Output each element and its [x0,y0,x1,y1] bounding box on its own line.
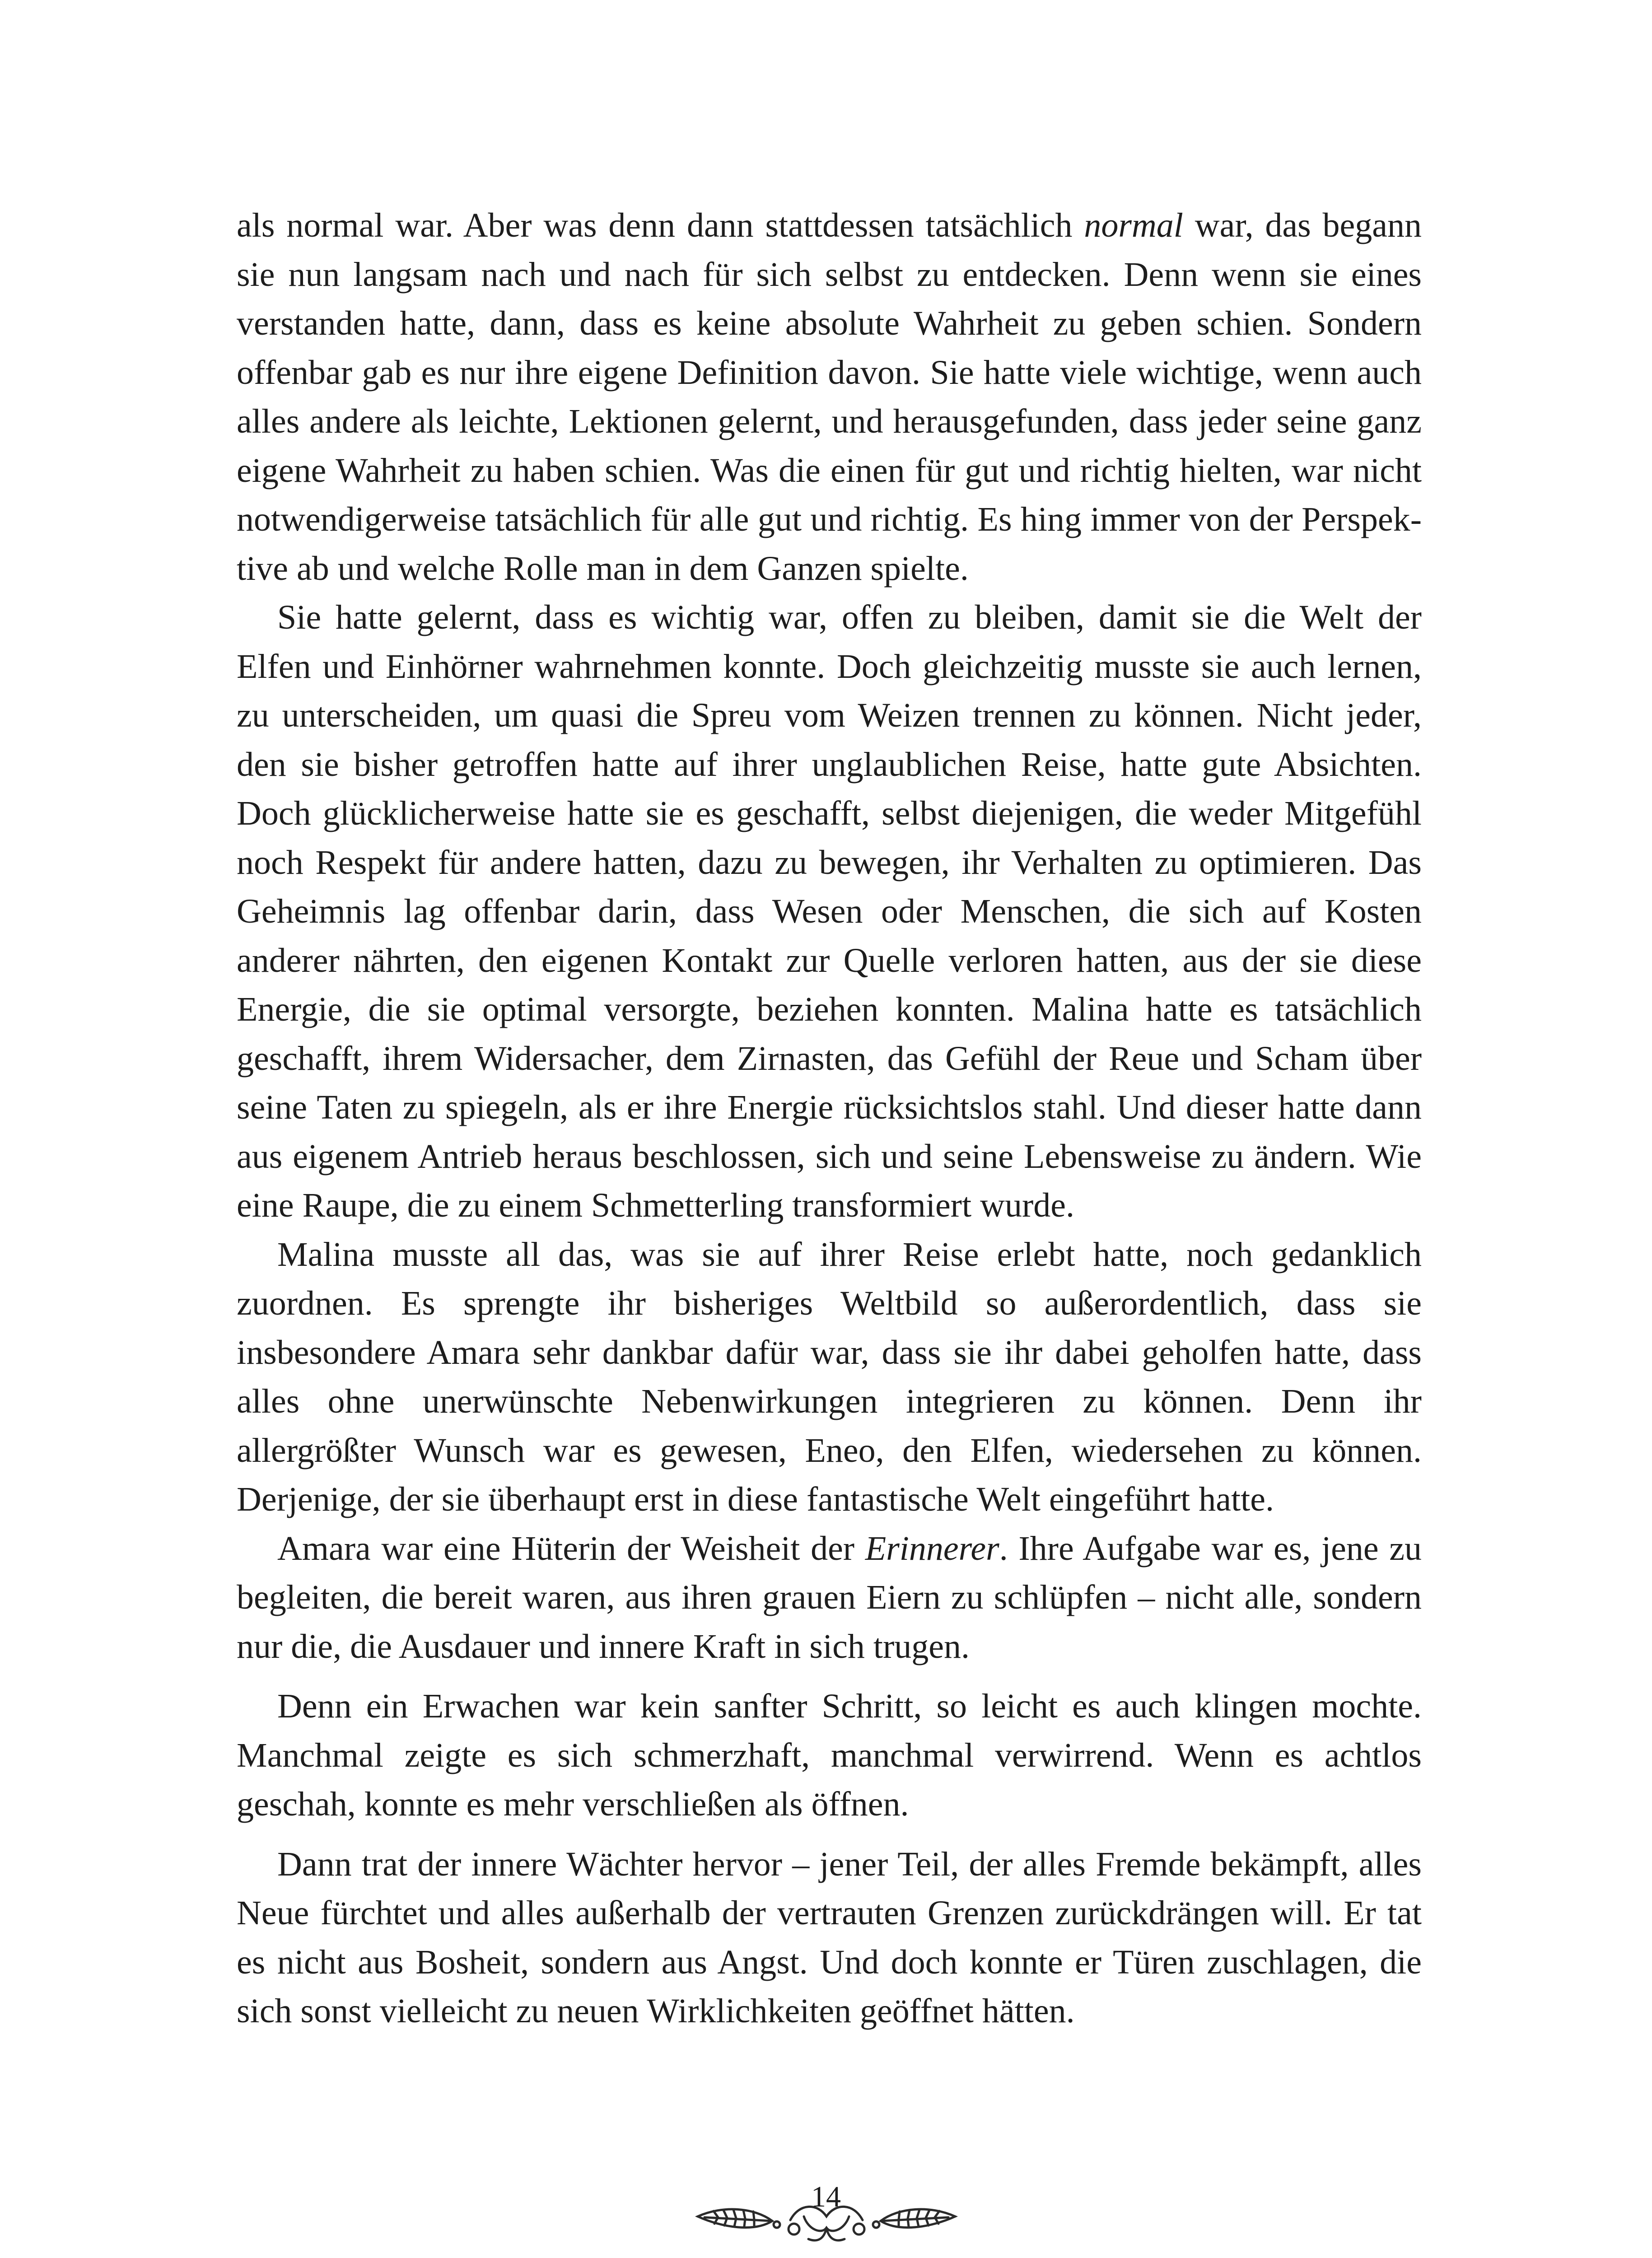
paragraph-1 [237,201,1422,593]
emphasis-erinnerer: Erinnerer [865,1529,999,1568]
paragraph-5: Denn ein Erwachen war kein sanfter Schritt, so leicht es auch klingen mochte. Manchmal zeigte es sich schmerzhaft, manchmal verwirrend. Wenn es achtlos geschah, konnte es mehr verschließen als öffnen. [237,1687,1422,1823]
paragraph-3: Malina musste all das, was sie auf ihrer Reise erlebt hatte, noch gedanklich zuordnen. Es sprengte ihr bisheriges Weltbild so außerordentlich, dass sie insbesondere Amara sehr dankbar dafür war, dass sie ihr dabei geholfen hatte, dass alles ohne unerwünschte Nebenwirkungen integrieren zu können. Denn ihr allergrößter Wunsch war es gewesen, Eneo, den Elfen, wiedersehen zu können. Derjenige, der sie überhaupt erst in diese fantastische Welt eingeführt hatte. [237,1235,1422,1518]
paragraph-4-text-before: Amara war eine Hüterin der Weisheit der [277,1529,865,1568]
paragraph-1-text-after: war, das begann sie nun langsam nach und nach für sich selbst zu entdecken. Denn wenn sie eines verstanden hatte, dann, dass es keine absolute Wahrheit zu geben schien. Sondern offenbar gab es nur ihre eigene Definition davon. Sie hatte viele wichtige, wenn auch alles andere als leichte, Lektionen gelernt, und herausgefunden, dass jeder seine ganz eigene Wahrheit zu haben schien. Was die einen für gut und richtig hielten, war nicht notwendigerweise tatsächlich für alle gut und richtig. Es hing immer von der Perspektive ab und welche Rolle man in dem Ganzen spielte. [237,206,1422,588]
paragraph-4-text-after: . Ihre Aufgabe war es, jene zu begleiten, die bereit waren, aus ihren grauen Eiern zu schlüpfen – nicht alle, sondern nur die, die Ausdauer und innere Kraft in sich trugen. [237,1529,1422,1666]
paragraph-1-text-before: als normal war. Aber was denn dann stattdessen tatsächlich [237,206,1084,244]
emphasis-normal: normal [1084,206,1183,244]
paragraph-4 [237,1524,1422,1671]
page-number: 14 [811,2180,841,2213]
body-text [237,201,1422,2036]
paragraph-2: Sie hatte gelernt, dass es wichtig war, offen zu bleiben, damit sie die Welt der Elfen und Einhörner wahrnehmen konnte. Doch gleichzeitig musste sie auch lernen, zu unterscheiden, um quasi die Spreu vom Weizen trennen zu können. Nicht jeder, den sie bisher getroffen hatte auf ihrer unglaublichen Reise, hatte gute Absichten. Doch glücklicherweise hatte sie es geschafft, selbst diejenigen, die weder Mitgefühl noch Respekt für andere hatten, dazu zu bewegen, ihr Verhalten zu optimieren. Das Geheimnis lag offenbar darin, dass Wesen oder Menschen, die sich auf Kosten anderer nährten, den eigenen Kontakt zur Quelle verloren hatten, aus der sie diese Energie, die sie optimal versorgte, beziehen konnten. Malina hatte es tatsächlich geschafft, ihrem Widersacher, dem Zirnasten, das Gefühl der Reue und Scham über seine Taten zu spiegeln, als er ihre Energie rücksichtslos stahl. Und dieser hatte dann aus eigenem Antrieb heraus beschlossen, sich und seine Lebensweise zu ändern. Wie eine Raupe, die zu einem Schmetterling transformiert wurde. [237,598,1422,1224]
paragraph-6: Dann trat der innere Wächter hervor – jener Teil, der alles Fremde bekämpft, alles Neue fürchtet und alles außerhalb der vertrauten Grenzen zurückdrängen will. Er tat es nicht aus Bosheit, sondern aus Angst. Und doch konnte er Türen zuschlagen, die sich sonst vielleicht zu neuen Wirklichkeiten geöffnet hätten. [237,1845,1422,2030]
